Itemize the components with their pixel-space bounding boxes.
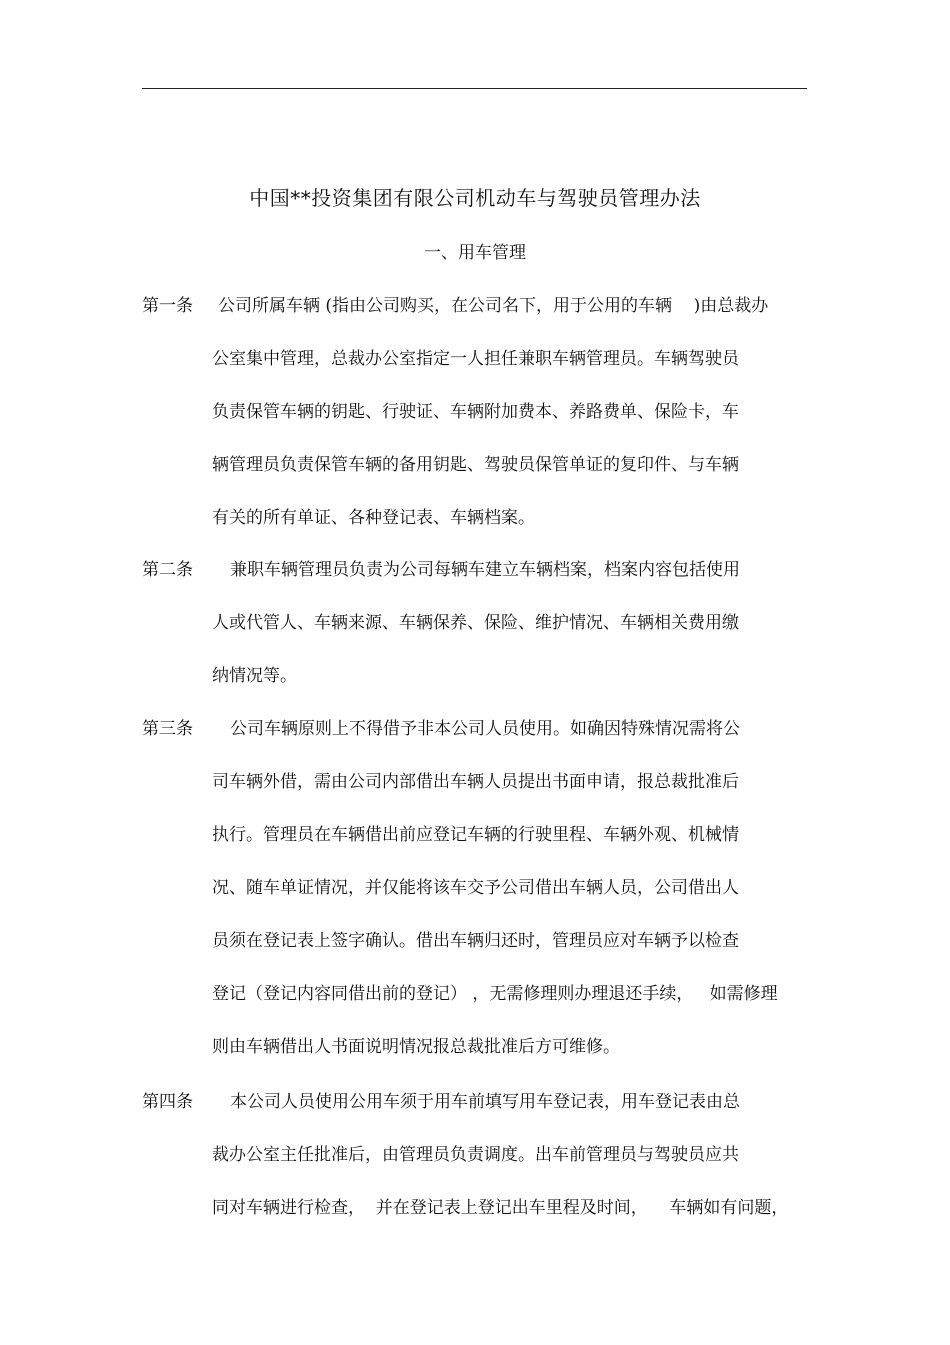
article-line: 员须在登记表上签字确认。借出车辆归还时，管理员应对车辆予以检查	[212, 931, 739, 951]
article-line: 人或代管人、车辆来源、车辆保养、保险、维护情况、车辆相关费用缴	[212, 613, 739, 633]
header-rule	[142, 88, 807, 89]
article-line: 登记（登记内容同借出前的登记） ，无需修理则办理退还手续， 如需修理	[212, 984, 778, 1004]
article-line: 公室集中管理，总裁办公室指定一人担任兼职车辆管理员。车辆驾驶员	[212, 349, 739, 369]
article-number: 第四条	[142, 1092, 193, 1112]
article-line: 辆管理员负责保管车辆的备用钥匙、驾驶员保管单证的复印件、与车辆	[212, 455, 739, 475]
article-line: 司车辆外借，需由公司内部借出车辆人员提出书面申请，报总裁批准后	[212, 772, 739, 792]
article-line: 同对车辆进行检查， 并在登记表上登记出车里程及时间， 车辆如有问题，	[212, 1198, 789, 1218]
article-number: 第一条	[142, 296, 193, 316]
article-line: 本公司人员使用公用车须于用车前填写用车登记表，用车登记表由总	[230, 1092, 740, 1112]
article-line: 执行。管理员在车辆借出前应登记车辆的行驶里程、车辆外观、机械情	[212, 825, 739, 845]
article-line: 公司所属车辆 (指由公司购买，在公司名下，用于公用的车辆 )由总裁办	[218, 296, 769, 316]
section-heading: 一、用车管理	[424, 243, 526, 263]
document-title: 中国**投资集团有限公司机动车与驾驶员管理办法	[249, 186, 701, 210]
article-line: 则由车辆借出人书面说明情况报总裁批准后方可维修。	[212, 1037, 620, 1057]
article-number: 第二条	[142, 560, 193, 580]
article-number: 第三条	[142, 719, 193, 739]
article-line: 有关的所有单证、各种登记表、车辆档案。	[212, 508, 535, 528]
article-line: 况、随车单证情况，并仅能将该车交予公司借出车辆人员，公司借出人	[212, 878, 739, 898]
article-line: 纳情况等。	[212, 666, 297, 686]
article-line: 兼职车辆管理员负责为公司每辆车建立车辆档案，档案内容包括使用	[230, 560, 740, 580]
article-line: 负责保管车辆的钥匙、行驶证、车辆附加费本、养路费单、保险卡，车	[212, 402, 739, 422]
article-line: 公司车辆原则上不得借予非本公司人员使用。如确因特殊情况需将公	[230, 719, 740, 739]
article-line: 裁办公室主任批准后，由管理员负责调度。出车前管理员与驾驶员应共	[212, 1145, 739, 1165]
